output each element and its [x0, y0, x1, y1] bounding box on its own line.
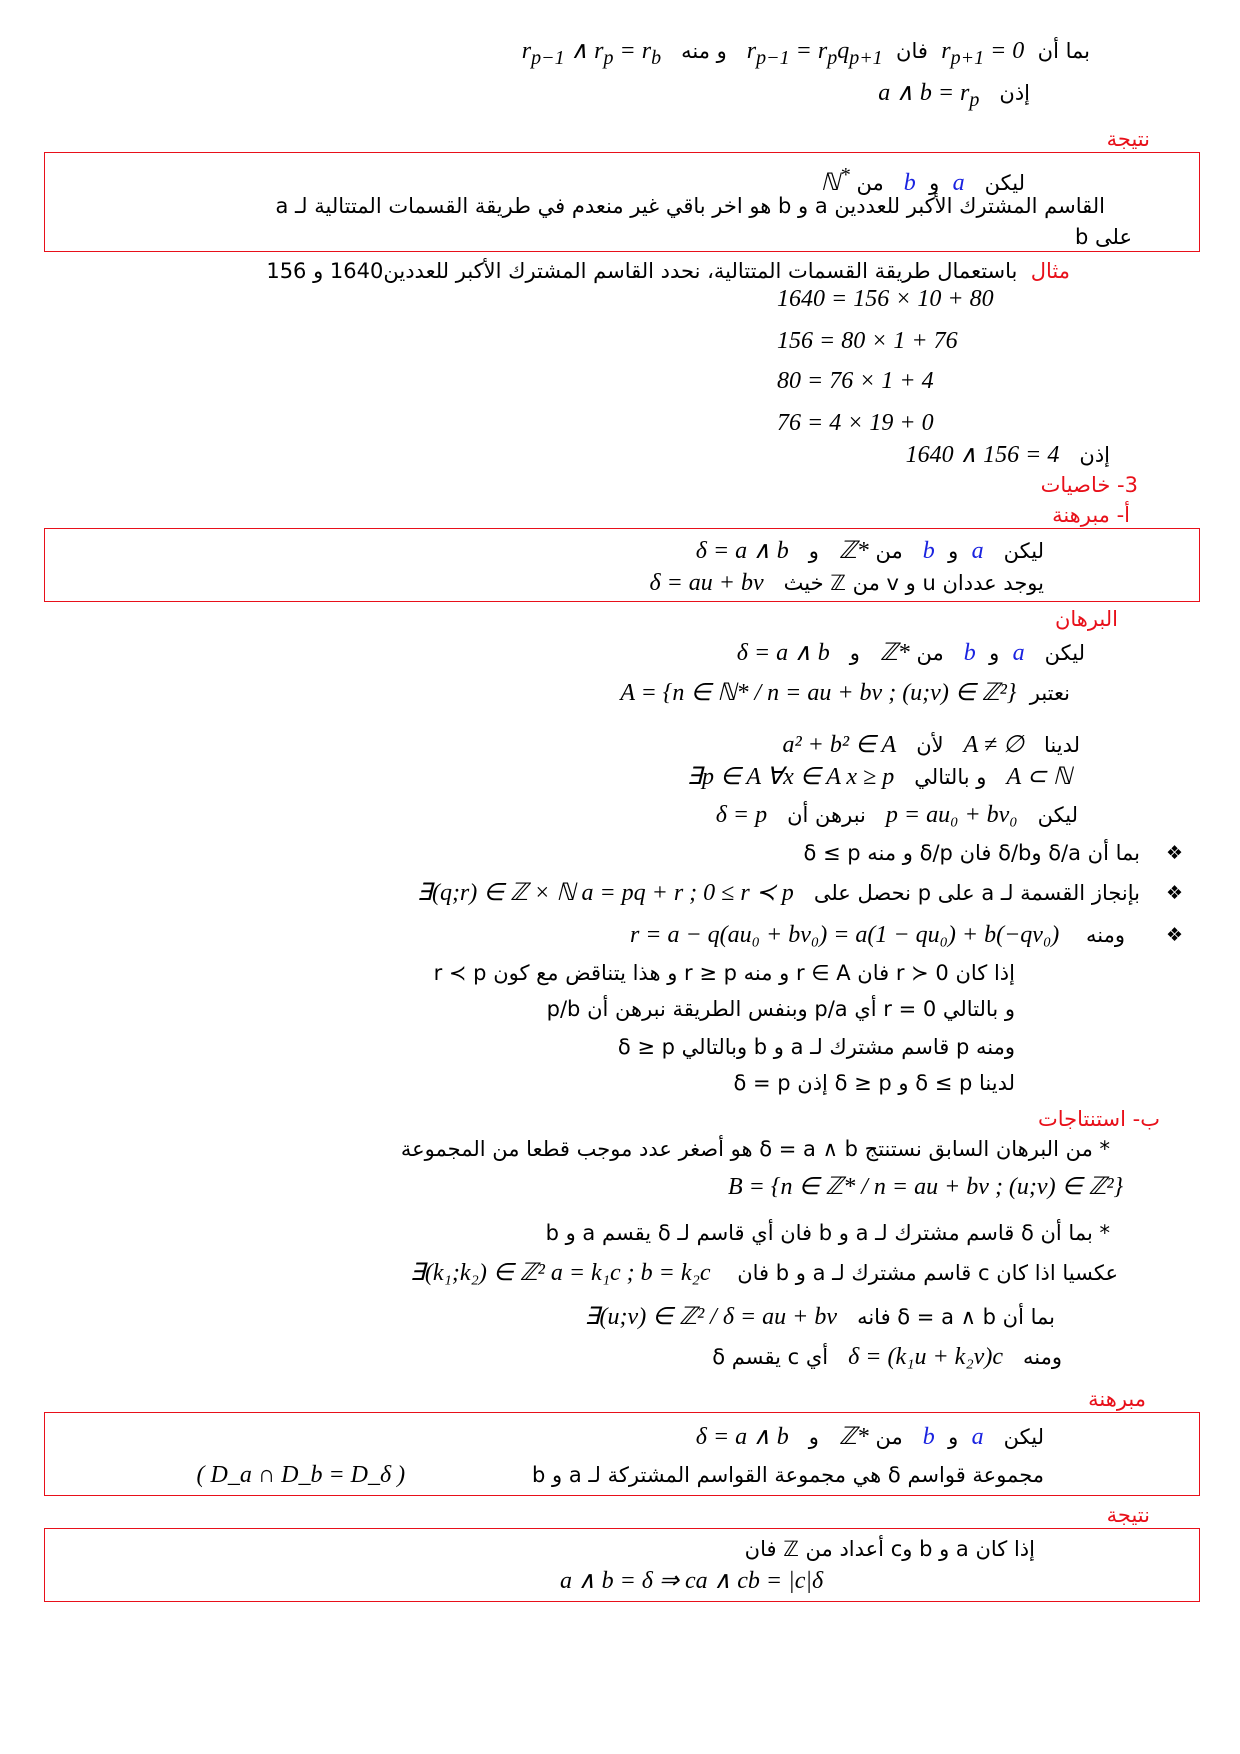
deduction-line-2: * بما أن δ قاسم مشترك لـ a و b فان أي قاسم لـ δ يقسم a و b: [545, 1221, 1110, 1245]
box2-line2: [649, 568, 1044, 598]
formula: δ = a ∧ b: [695, 1424, 789, 1450]
formula: ∃(k₁;k₂) ∈ ℤ² a = k₁c ; b = k₂c: [409, 1260, 711, 1286]
var-b: b: [922, 538, 935, 564]
proof-line-4: [687, 762, 1072, 792]
text: بإنجاز القسمة لـ a على p نحصل على: [813, 881, 1140, 905]
set-N-star: ℕ*: [820, 164, 850, 196]
formula: δ = a ∧ b: [695, 538, 789, 564]
text: ومنه: [1086, 923, 1125, 947]
formula-set-A: A = {n ∈ ℕ* / n = au + bv ; (u;v) ∈ ℤ²}: [620, 680, 1017, 706]
var-b: b: [922, 1424, 935, 1450]
formula: δ = au + bv: [649, 570, 764, 596]
text: ليكن: [984, 171, 1025, 195]
example-label: مثال: [1030, 259, 1070, 283]
case-line-3: ومنه p قاسم مشترك لـ a و b وبالتالي δ ≥ p: [617, 1035, 1015, 1059]
bullet-icon: ❖: [1166, 842, 1184, 864]
text: ليكن: [1044, 641, 1085, 665]
example-text: باستعمال طريقة القسمات المتتالية، نحدد القاسم المشترك الأكبر للعددين1640 و 156: [266, 259, 1018, 283]
deduction-line-4: [584, 1302, 1055, 1332]
proof-heading: البرهان: [1054, 607, 1118, 631]
formula: δ = p: [715, 802, 768, 828]
formula: p = au₀ + bv₀: [885, 802, 1018, 828]
deduction-line-5: [712, 1342, 1062, 1372]
case-line-2: و بالتالي r = 0 أي p/a وبنفس الطريقة نبرهن أن p/b: [546, 997, 1015, 1021]
formula: ∃p ∈ A ∀x ∈ A x ≥ p: [686, 764, 895, 790]
line-rp: [522, 36, 1090, 73]
text: و: [948, 1425, 959, 1449]
box4-line1: إذا كان a و b وc أعداد من ℤ فان: [744, 1537, 1035, 1561]
text: أي c يقسم δ: [712, 1345, 829, 1369]
text: و: [929, 171, 940, 195]
equation-1: 1640 = 156 × 10 + 80: [777, 286, 994, 312]
formula: ∃(q;r) ∈ ℤ × ℕ a = pq + r ; 0 ≤ r ≺ p: [416, 880, 794, 906]
gcd-result: [906, 440, 1110, 470]
text: و بالتالي: [914, 765, 987, 789]
deduction-line-3: [410, 1258, 1118, 1288]
text: لدينا: [1043, 733, 1080, 757]
var-b: b: [963, 640, 976, 666]
case-line-4: لدينا δ ≤ p و δ ≥ p إذن δ = p: [733, 1071, 1015, 1095]
formula: 1640 ∧ 156 = 4: [905, 442, 1060, 468]
section-theorem-a: أ- مبرهنة: [1052, 503, 1130, 527]
text: و: [849, 641, 860, 665]
formula: a ∧ $b = r_p$: [878, 80, 980, 111]
set-Z-star: ℤ*: [838, 538, 869, 564]
bullet-icon: ❖: [1166, 924, 1184, 946]
text: نبرهن أن: [787, 803, 866, 827]
text: من: [856, 171, 884, 195]
bullet-icon: ❖: [1166, 882, 1184, 904]
formula: $r_{p-1}$ ∧ $r_p = r_b$: [521, 38, 662, 69]
text: يوجد عددان u و v من ℤ خيث: [783, 571, 1044, 595]
example-line: [266, 256, 1070, 286]
text: عكسيا اذا كان c قاسم مشترك لـ a و b فان: [737, 1261, 1118, 1285]
bullet-line-3: [630, 920, 1125, 950]
formula: ( D_a ∩ D_b = D_δ ): [196, 1462, 406, 1488]
formula: δ = a ∧ b: [736, 640, 830, 666]
formula: A ≠ ∅: [963, 732, 1024, 758]
theorem-heading: مبرهنة: [1088, 1387, 1146, 1411]
text: من: [875, 1425, 903, 1449]
bullet-line-1: بما أن δ/a وδ/b فان δ/p و منه δ ≤ p: [803, 841, 1140, 865]
proof-line-5: [716, 800, 1078, 830]
text: مجموعة قواسم δ هي مجموعة القواسم المشتركة لـ a و b: [532, 1463, 1044, 1487]
proof-line-1: [737, 638, 1085, 668]
equation-4: 76 = 4 × 19 + 0: [777, 410, 934, 436]
formula: δ = (k₁u + k₂v)c: [848, 1344, 1003, 1370]
formula: ∃(u;v) ∈ ℤ² / δ = au + bv: [584, 1304, 838, 1330]
proof-line-2: [620, 678, 1070, 708]
formula: A ⊂ ℕ: [1006, 764, 1072, 790]
text: و منه: [681, 39, 727, 63]
text: بما أن: [1037, 39, 1090, 63]
text: إذن: [999, 81, 1030, 105]
formula: $r_{p-1} = r_pq_{p+1}$: [746, 38, 883, 69]
text: و: [989, 641, 1000, 665]
section-properties: 3- خاصيات: [1040, 473, 1138, 497]
proof-line-3: [782, 730, 1080, 760]
box3-line2: [197, 1460, 1045, 1490]
formula: r = a − q(au₀ + bv₀) = a(1 − qu₀) + b(−qv₀): [629, 922, 1060, 948]
result-heading-2: نتيجة: [1106, 1503, 1150, 1527]
deduction-line-1: * من البرهان السابق نستنتج δ = a ∧ b هو أصغر عدد موجب قطعا من المجموعة: [400, 1137, 1110, 1161]
section-deductions: ب- استنتاجات: [1037, 1107, 1160, 1131]
text: ليكن: [1003, 1425, 1044, 1449]
var-a: a: [952, 170, 965, 196]
box1-line2: القاسم المشترك الأكبر للعددين a و b هو اخر باقي غير منعدم في طريقة القسمات المتتالية لـ a: [275, 194, 1105, 218]
text: نعتبر: [1029, 681, 1070, 705]
formula: $r_{p+1} = 0$: [941, 38, 1025, 69]
set-Z-star: ℤ*: [879, 640, 910, 666]
text: و: [948, 539, 959, 563]
text: ليكن: [1037, 803, 1078, 827]
text: ومنه: [1023, 1345, 1062, 1369]
text: إذن: [1079, 443, 1110, 467]
text: و: [808, 539, 819, 563]
text: و: [808, 1425, 819, 1449]
set-B-formula: B = {n ∈ ℤ* / n = au + bv ; (u;v) ∈ ℤ²}: [728, 1174, 1124, 1200]
equation-2: 156 = 80 × 1 + 76: [777, 328, 958, 354]
result-heading: نتيجة: [1106, 127, 1150, 151]
var-a: a: [971, 538, 984, 564]
box4-formula: a ∧ b = δ ⇒ ca ∧ cb = |c|δ: [560, 1568, 824, 1594]
equation-3: 80 = 76 × 1 + 4: [777, 368, 934, 394]
text: لأن: [916, 733, 944, 757]
line-gcd-rp: [878, 78, 1030, 115]
set-Z-star: ℤ*: [838, 1424, 869, 1450]
bullet-line-2: [417, 878, 1140, 908]
case-line-1: إذا كان r ≻ 0 فان r ∈ A و منه r ≥ p و هذا يتناقض مع كون r ≺ p: [433, 961, 1015, 985]
box3-line1: [696, 1422, 1044, 1452]
text: بما أن δ = a ∧ b فانه: [857, 1305, 1055, 1329]
box2-line1: [696, 536, 1044, 566]
var-a: a: [971, 1424, 984, 1450]
text: ليكن: [1003, 539, 1044, 563]
formula: a² + b² ∈ A: [782, 732, 897, 758]
box1-line3: على b: [1074, 225, 1132, 249]
var-b: b: [903, 170, 916, 196]
text: من: [916, 641, 944, 665]
var-a: a: [1012, 640, 1025, 666]
text: فان: [896, 39, 928, 63]
text: من: [875, 539, 903, 563]
